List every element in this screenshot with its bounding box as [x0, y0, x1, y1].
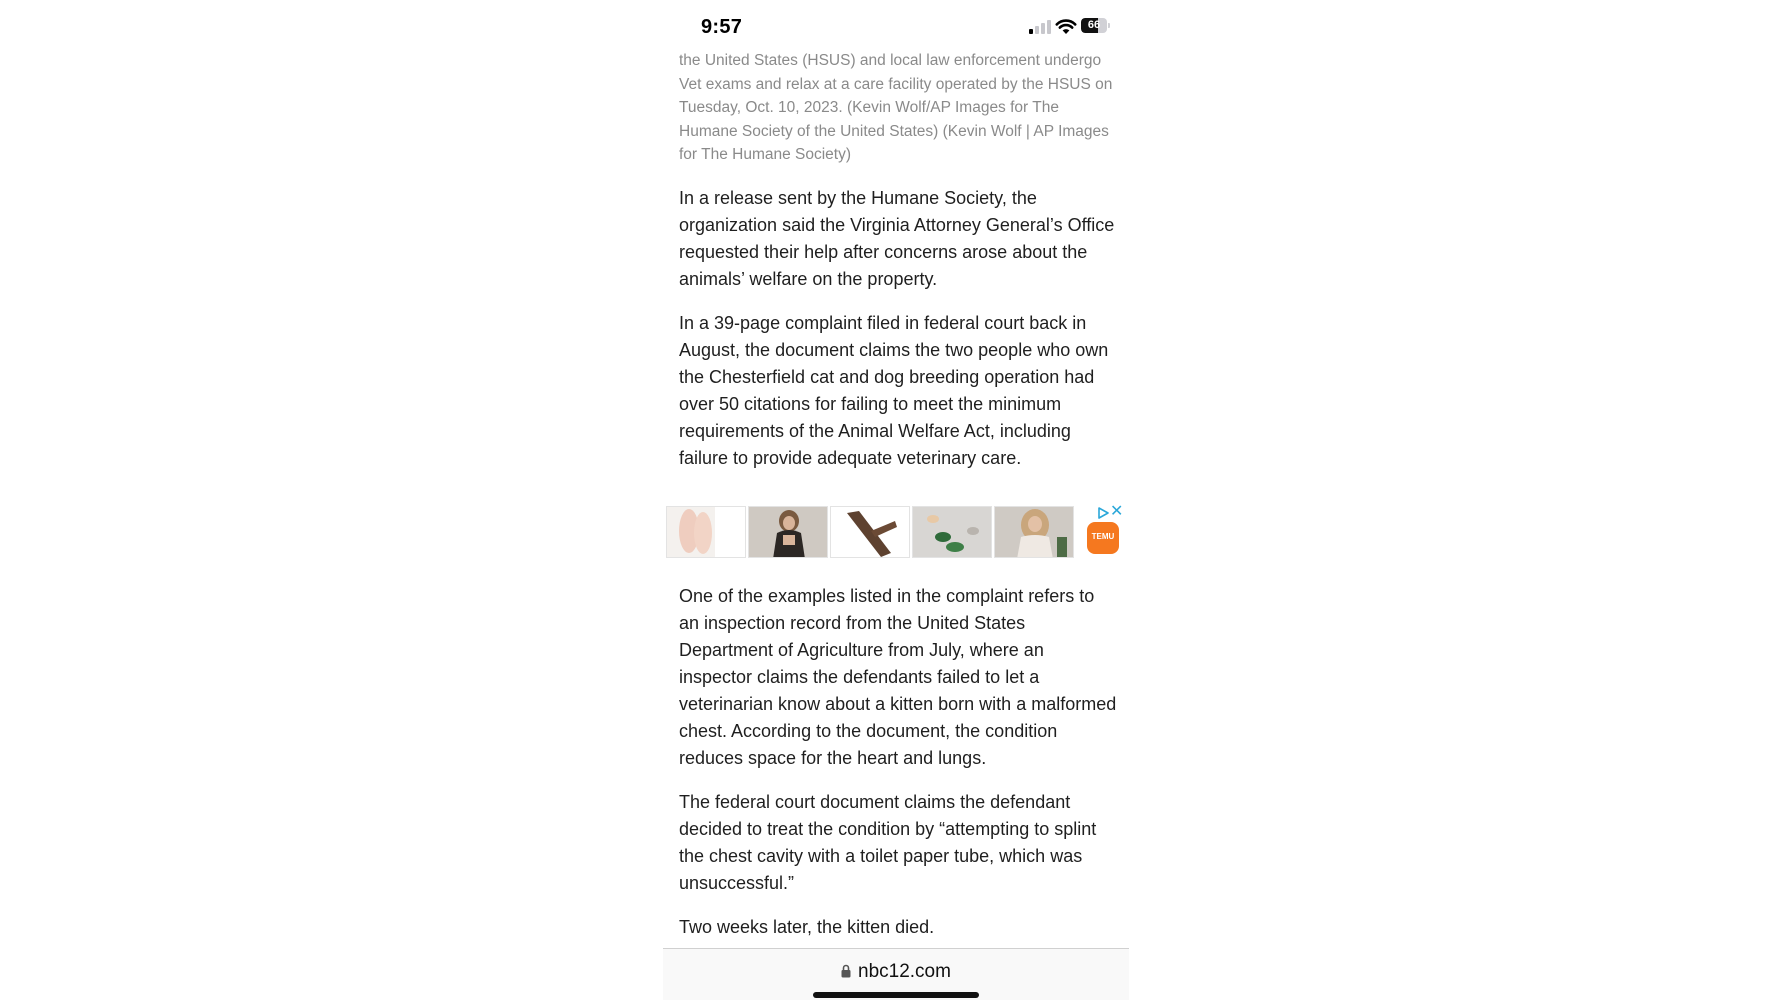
signal-bar	[1029, 29, 1033, 34]
ad-thumb-feet[interactable]	[666, 506, 746, 558]
status-bar	[663, 0, 1129, 50]
cellular-signal-icon	[1029, 20, 1051, 34]
address-bar[interactable]	[663, 961, 1129, 983]
temu-logo[interactable]: TEMU	[1087, 522, 1119, 554]
signal-bar	[1047, 20, 1051, 34]
phone-screen	[663, 0, 1129, 1000]
article-paragraph: In a 39-page complaint filed in federal court back in August, the document claims the two people who own the Chesterfield cat and dog breeding operation had over 50 citations for failing to meet the minimum requirements of the Animal Welfare Act, including failure to provide adequate veterinary care.	[679, 312, 1109, 468]
lock-icon	[841, 964, 851, 978]
status-time: 9:57	[701, 16, 743, 38]
url-text[interactable]: nbc12.com	[858, 961, 951, 982]
signal-bar	[1041, 23, 1045, 34]
article-paragraph: Two weeks later, the kitten died.	[679, 916, 935, 937]
ad-close-icon[interactable]: ✕	[1110, 502, 1124, 520]
ad-thumb-model-dark[interactable]	[748, 506, 828, 558]
article-paragraph: One of the examples listed in the complaint refers to an inspection record from the United States Department of Agriculture from July, where an inspector claims the defendants failed to let a veterinarian know about a kitten born with a malformed chest. According to the document, the condition reduces space for the heart and lungs.	[679, 585, 1117, 768]
article-body	[679, 49, 1124, 958]
ad-thumb-wood[interactable]	[830, 506, 910, 558]
ad-thumb-bottles[interactable]	[912, 506, 992, 558]
battery-percentage: 66	[1087, 19, 1101, 31]
battery-nub	[1108, 23, 1110, 28]
article-paragraph: In a release sent by the Humane Society, the organization said the Virginia Attorney General’s Office requested their help after concerns arose about the animals’ welfare on the property.	[679, 187, 1115, 289]
article-paragraph: The federal court document claims the defendant decided to treat the condition by “attempting to splint the chest cavity with a toilet paper tube, which was unsuccessful.”	[679, 791, 1097, 893]
battery-icon	[1081, 18, 1107, 33]
wifi-icon	[1055, 18, 1077, 35]
signal-bar	[1035, 26, 1039, 34]
adchoices-icon[interactable]	[1096, 506, 1110, 520]
photo-caption: the United States (HSUS) and local law enforcement undergo Vet exams and relax at a care facility operated by the HSUS on Tuesday, Oct. 10, 2023. (Kevin Wolf/AP Images for The Humane Society of the United States) (Kevin Wolf | AP Images for The Humane Society)	[679, 52, 1113, 163]
home-indicator[interactable]	[813, 992, 979, 998]
ad-thumb-model-light[interactable]	[994, 506, 1074, 558]
temu-ad-banner[interactable]	[664, 502, 1129, 558]
